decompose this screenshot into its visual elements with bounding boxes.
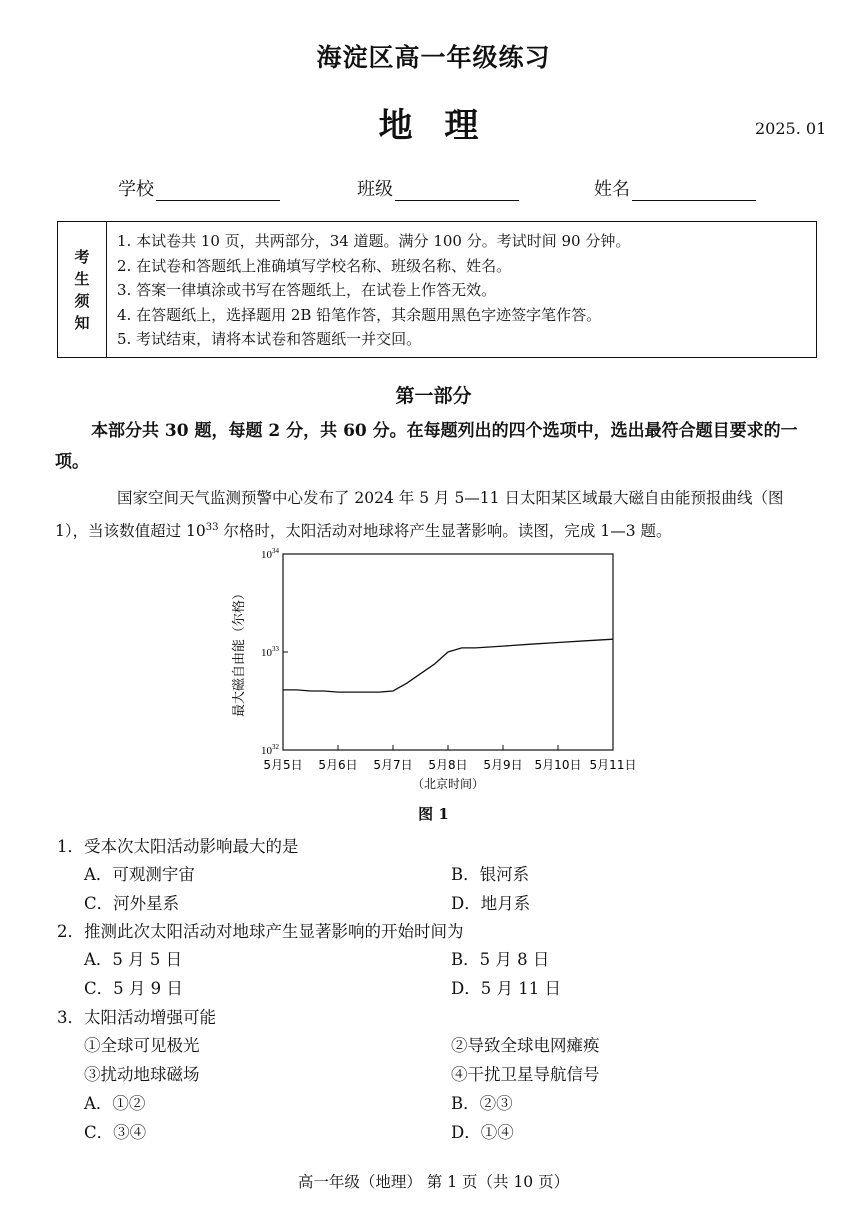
class-label: 班级 (357, 179, 393, 200)
series-line (283, 639, 613, 692)
y-tick-label: $10^{34}$ (261, 547, 279, 561)
question-1-option-c[interactable]: C．河外星系 (84, 894, 180, 913)
x-tick-label: 5月11日 (589, 758, 637, 772)
question-2-option-d[interactable]: D．5 月 11 日 (451, 979, 561, 998)
figure-caption: 图 1 (418, 805, 449, 823)
x-tick-label: 5月6日 (318, 758, 358, 772)
notice-item: 5. 考试结束，请将本试卷和答题纸一并交回。 (117, 330, 422, 348)
x-tick-label: 5月7日 (373, 758, 413, 772)
y-tick-label: $10^{33}$ (261, 645, 279, 659)
school-blank[interactable] (156, 182, 280, 201)
x-axis-label: （北京时间） (411, 777, 485, 791)
class-blank[interactable] (395, 182, 519, 201)
question-3-item-1: ①全球可见极光 (84, 1036, 200, 1055)
question-1-option-d[interactable]: D．地月系 (451, 894, 531, 913)
part-instruction: 本部分共 30 题，每题 2 分，共 60 分。在每题列出的四个选项中，选出最符合题目要求的一项。 (55, 421, 798, 472)
question-1-option-b[interactable]: B．银河系 (451, 865, 530, 884)
question-2-option-b[interactable]: B．5 月 8 日 (451, 950, 550, 969)
x-tick-label: 5月10日 (534, 758, 582, 772)
x-tick-label: 5月5日 (263, 758, 303, 772)
question-3-option-c[interactable]: C．③④ (84, 1123, 147, 1142)
exam-notice-box (57, 221, 817, 358)
name-label: 姓名 (594, 179, 630, 200)
name-field[interactable] (594, 175, 756, 201)
notice-item: 4. 在答题纸上，选择题用 2B 铅笔作答，其余题用黑色字迹签字笔作答。 (117, 305, 602, 324)
notice-side-label: 考 生 须 知 (58, 222, 107, 357)
y-tick-label: $10^{32}$ (261, 743, 279, 757)
page-footer: 高一年级（地理） 第 1 页（共 10 页） (297, 1173, 570, 1191)
reading-passage: 国家空间天气监测预警中心发布了 2024 年 5 月 5—11 日太阳某区域最大磁自由能预报曲线（图 1），当该数值超过 $10^{33}$ 尔格时，太阳活动对地球将产生显著影响。读图，完成 1—3 题。 (55, 489, 784, 541)
exam-date: 2025. 01 (755, 119, 827, 138)
notice-item: 3. 答案一律填涂或书写在答题纸上，在试卷上作答无效。 (117, 281, 497, 299)
x-tick-label: 5月9日 (483, 758, 523, 772)
question-1-option-a[interactable]: A．可观测宇宙 (84, 865, 195, 884)
question-2-option-c[interactable]: C．5 月 9 日 (84, 979, 183, 998)
question-3-item-2: ②导致全球电网瘫痪 (451, 1036, 600, 1055)
question-3-option-d[interactable]: D．①④ (451, 1123, 514, 1142)
question-3-item-3: ③扰动地球磁场 (84, 1065, 200, 1084)
y-axis-label: 最大磁自由能（尔格） (232, 586, 247, 718)
name-blank[interactable] (632, 182, 756, 201)
question-3-item-4: ④干扰卫星导航信号 (451, 1065, 600, 1084)
question-3-stem: 3．太阳活动增强可能 (57, 1008, 216, 1027)
question-2-option-a[interactable]: A．5 月 5 日 (84, 950, 183, 969)
school-field[interactable] (118, 175, 280, 201)
class-field[interactable] (357, 175, 519, 201)
part-heading: 第一部分 (395, 385, 472, 407)
x-tick-label: 5月8日 (428, 758, 468, 772)
exam-title: 海淀区高一年级练习 (316, 43, 551, 72)
question-3-option-a[interactable]: A．①② (84, 1094, 146, 1113)
question-1-stem: 1．受本次太阳活动影响最大的是 (57, 837, 299, 856)
notice-item: 1. 本试卷共 10 页，共两部分，34 道题。满分 100 分。考试时间 90 分钟。 (117, 232, 631, 250)
question-3-option-b[interactable]: B．②③ (451, 1094, 513, 1113)
subject-title: 地 理 (378, 106, 489, 146)
notice-items (107, 222, 630, 357)
school-label: 学校 (118, 179, 154, 200)
question-2-stem: 2．推测此次太阳活动对地球产生显著影响的开始时间为 (57, 922, 464, 941)
notice-item: 2. 在试卷和答题纸上准确填写学校名称、班级名称、姓名。 (117, 256, 512, 275)
magnetic-energy-chart (225, 540, 655, 802)
